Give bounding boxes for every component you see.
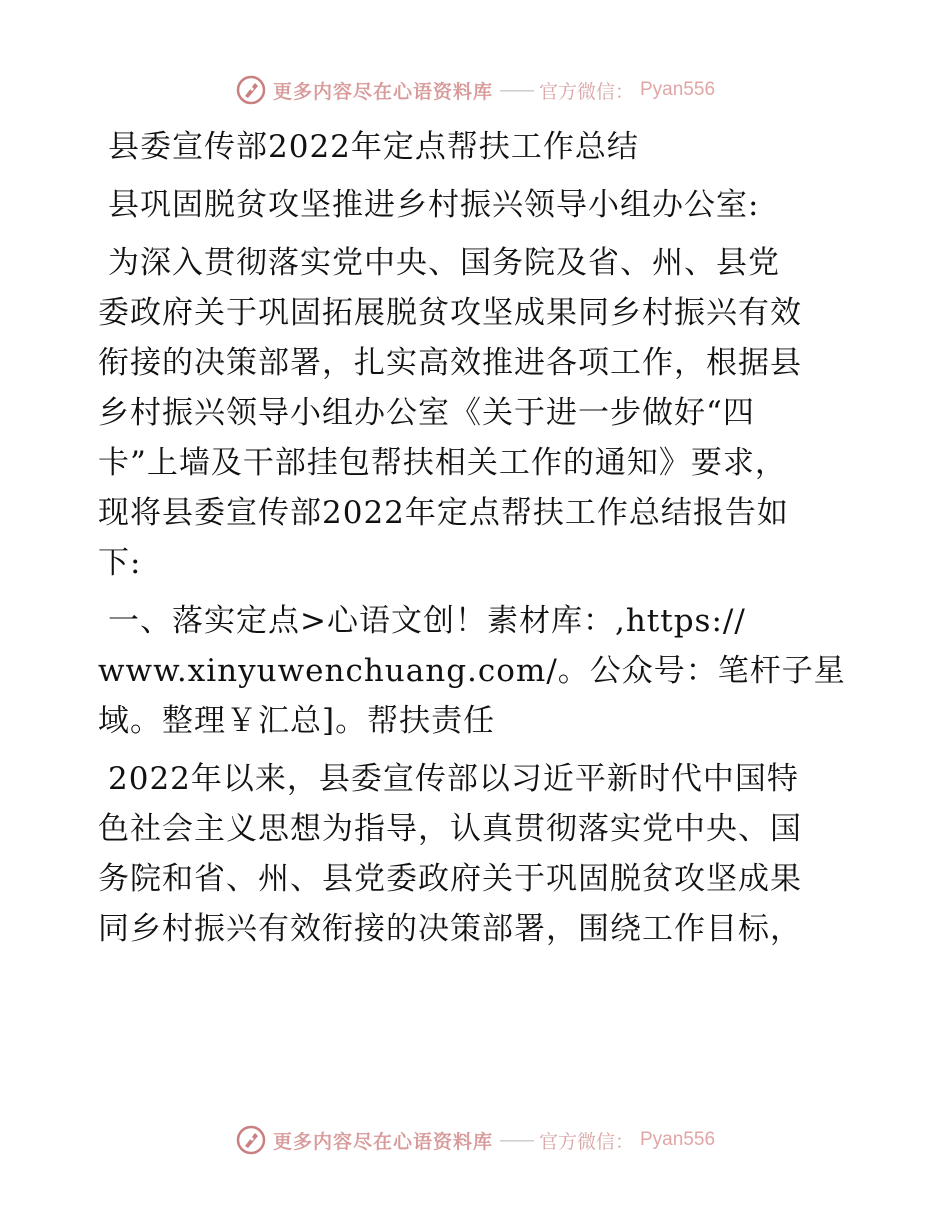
watermark-wechat-id: Pyan556 <box>640 79 716 100</box>
paragraph-line: 色社会主义思想为指导，认真贯彻落实党中央、国 <box>98 811 802 847</box>
watermark-wechat-id: Pyan556 <box>640 1129 716 1150</box>
paragraph-line: 2022年以来，县委宣传部以习近平新时代中国特 <box>108 761 799 797</box>
document-title: 县委宣传部2022年定点帮扶工作总结 <box>108 129 639 165</box>
watermark-dash: —— <box>498 79 533 101</box>
watermark-wechat-label: 官方微信： <box>538 1130 634 1153</box>
paragraph-line: 现将县委宣传部2022年定点帮扶工作总结报告如 <box>98 495 789 531</box>
watermark-main-text: 更多内容尽在心语资料库 <box>272 1130 493 1153</box>
watermark-dash: —— <box>498 1129 533 1151</box>
pen-nib-circle-icon <box>235 1124 267 1156</box>
paragraph-line: 同乡村振兴有效衔接的决策部署，围绕工作目标， <box>98 911 802 947</box>
paragraph-intro <box>98 238 858 588</box>
heading-line: 域。整理￥汇总]。帮扶责任 <box>98 703 496 739</box>
footer-watermark <box>0 1120 950 1160</box>
header-watermark <box>0 70 950 110</box>
paragraph-line: 务院和省、州、县党委政府关于巩固脱贫攻坚成果 <box>98 861 802 897</box>
section-heading-1 <box>98 596 858 746</box>
paragraph-line: 下: <box>98 545 142 581</box>
watermark-main-text: 更多内容尽在心语资料库 <box>272 80 493 103</box>
watermark-wechat-label: 官方微信： <box>538 80 634 103</box>
paragraph-line: 为深入贯彻落实党中央、国务院及省、州、县党 <box>108 245 780 281</box>
paragraph-line: 委政府关于巩固拓展脱贫攻坚成果同乡村振兴有效 <box>98 295 802 331</box>
paragraph-section-1 <box>98 754 858 954</box>
paragraph-line: 乡村振兴领导小组办公室《关于进一步做好“四 <box>98 395 755 431</box>
pen-nib-circle-icon <box>235 74 267 106</box>
document-addressee: 县巩固脱贫攻坚推进乡村振兴领导小组办公室: <box>108 187 760 223</box>
heading-line: www.xinyuwenchuang.com/。公众号：笔杆子星 <box>98 653 846 689</box>
paragraph-line: 卡”上墙及干部挂包帮扶相关工作的通知》要求， <box>98 445 787 481</box>
paragraph-line: 衔接的决策部署，扎实高效推进各项工作，根据县 <box>98 345 802 381</box>
document-body <box>98 122 858 954</box>
heading-line: 一、落实定点>心语文创！素材库：,https:// <box>108 603 746 639</box>
